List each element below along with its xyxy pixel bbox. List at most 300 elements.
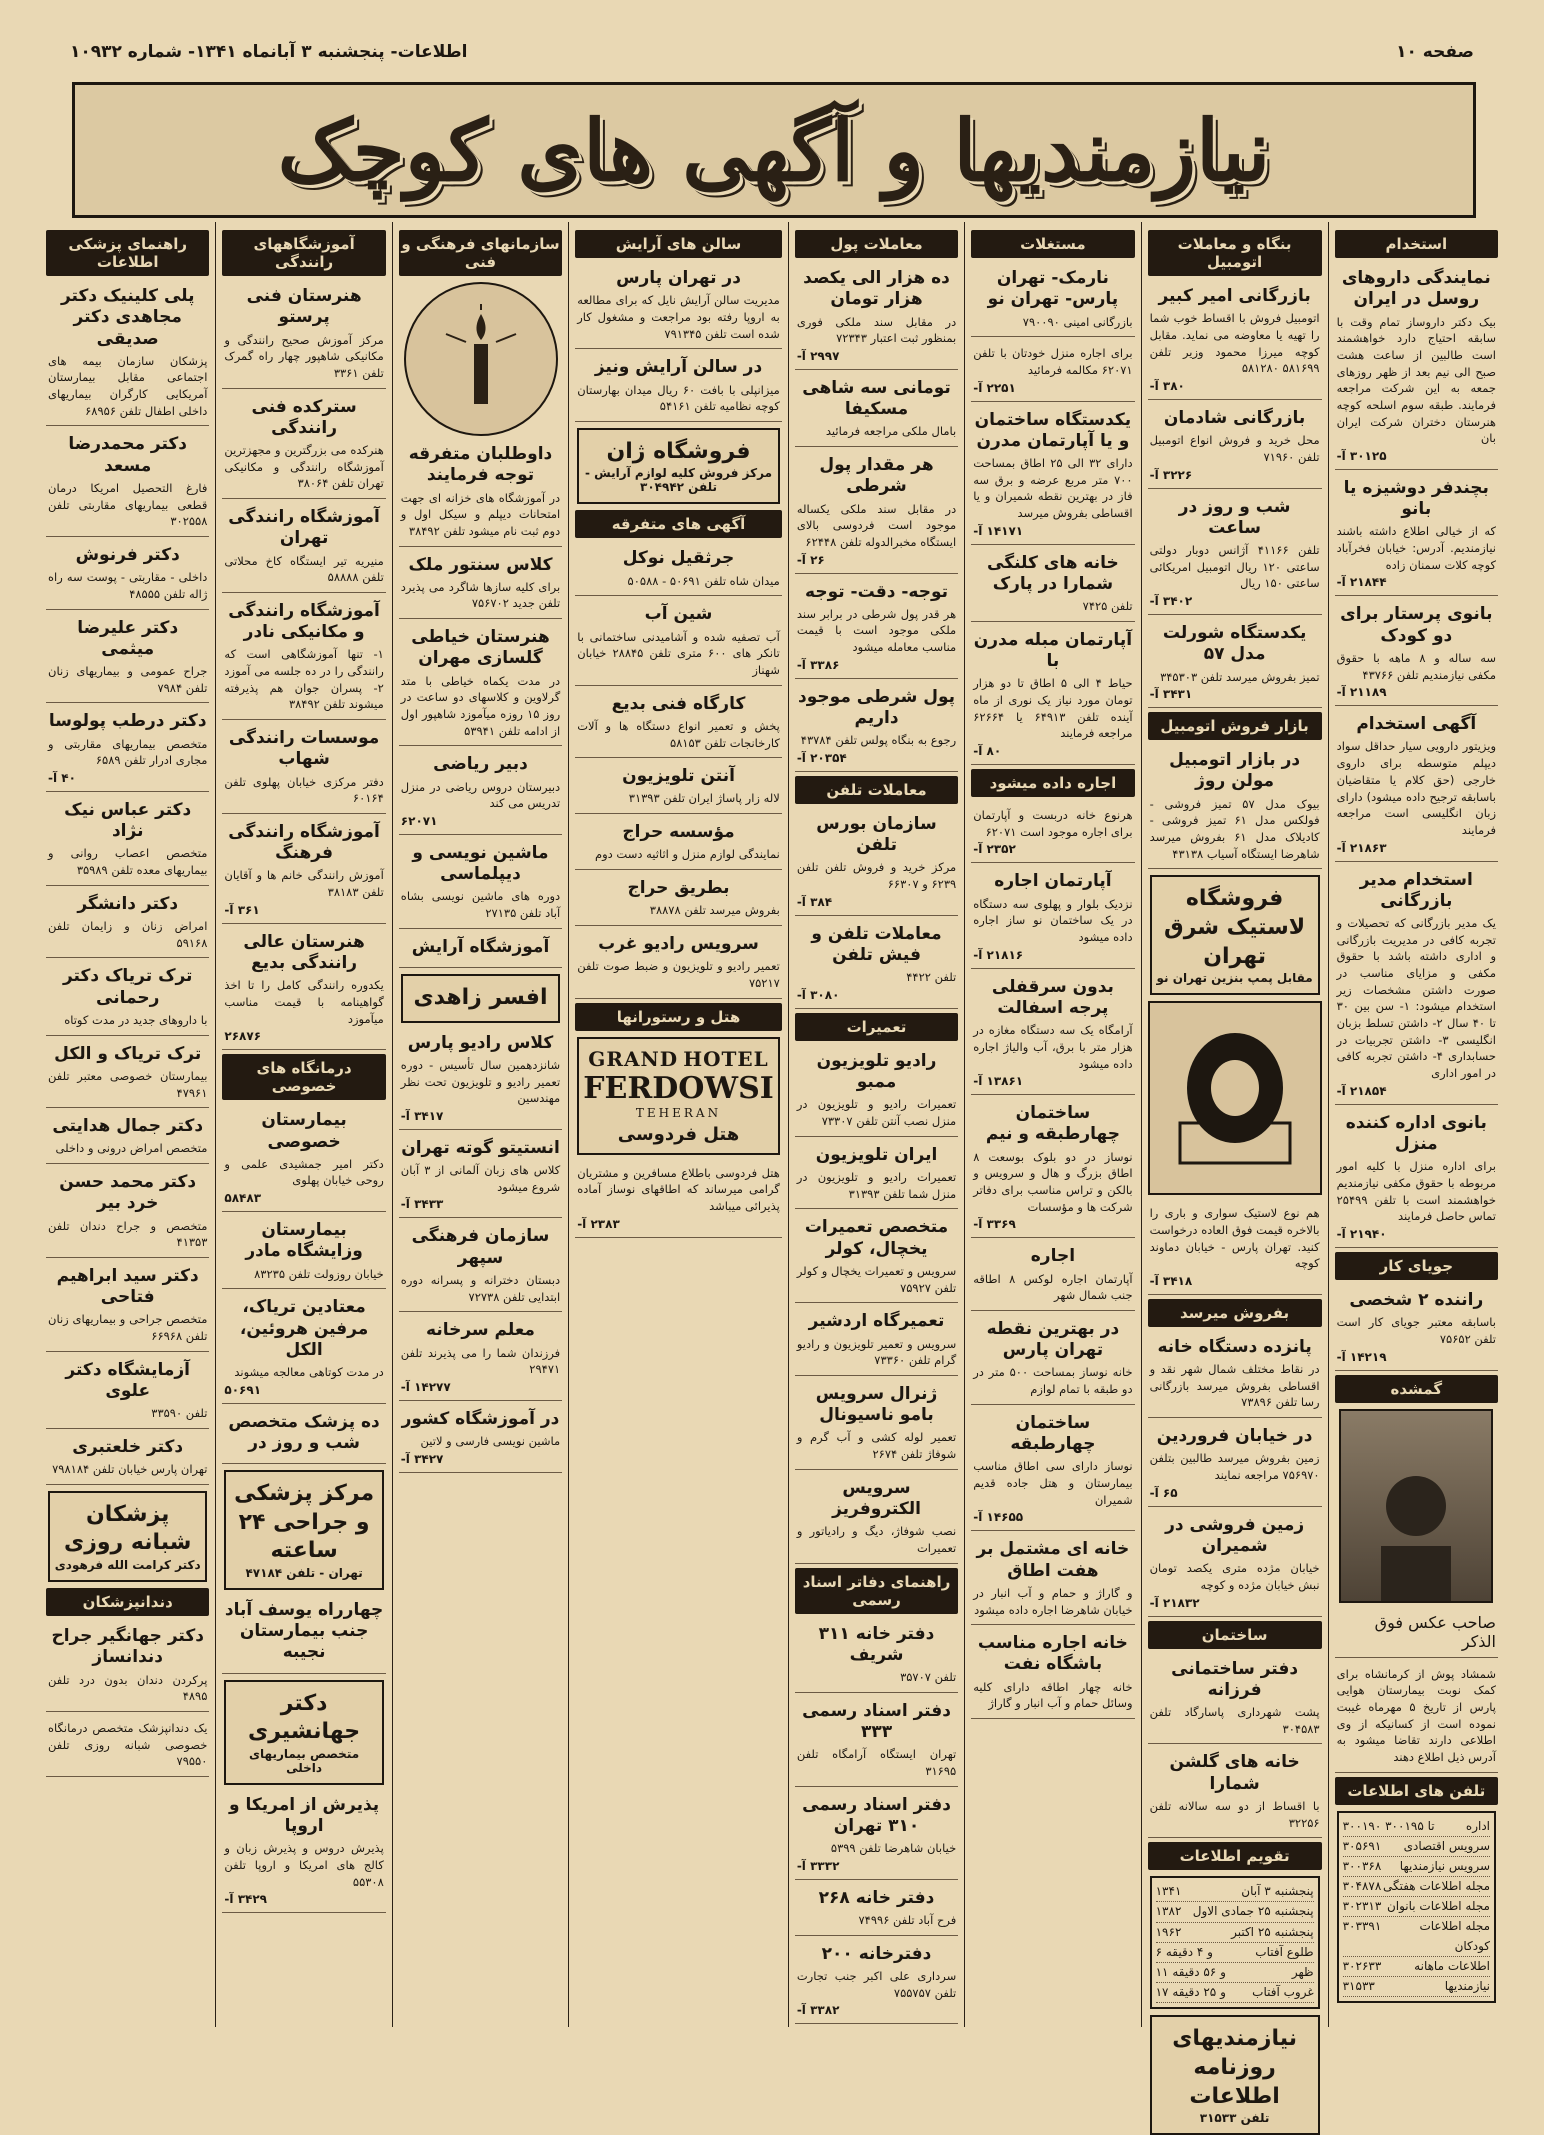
ad-body: مرکز خرید و فروش تلفن تلفن ۶۲۳۹ و ۶۶۳۰۷ xyxy=(796,860,957,892)
info-value: ۱۷ و ۲۵ دقیقه xyxy=(1155,1985,1226,2000)
info-label: ظهر xyxy=(1291,1965,1314,1980)
boxed-ad-subtitle: دکتر کرامت الله فرهودی xyxy=(54,1558,201,1573)
boxed-ad-subtitle: مرکز فروش کلیه لوازم آرایش - تلفن ۳۰۴۹۴۲ xyxy=(584,466,773,495)
info-value: ۱۳۸۲ xyxy=(1155,1904,1182,1919)
ad-code: ۳۴۲۷ آ- xyxy=(400,1451,444,1466)
ad-body: سرویس و تعمیر تلویزیون و رادیو گرام تلفن ۷۳۳۶۰ xyxy=(796,1336,957,1368)
info-value: ۳۰۰۱۹۰ تا ۳۰۰۱۹۵ xyxy=(1342,1818,1435,1833)
ad-code: ۲۰۳۵۴ آ- xyxy=(796,750,847,765)
ad-body: منیریه تیر ایستگاه کاخ محلاتی تلفن ۵۸۸۸۸ xyxy=(224,553,384,585)
classified-ad xyxy=(222,597,385,720)
ad-body: فارغ التحصیل امریکا درمان قطعی بیماریهای مقاربتی تلفن ۳۰۲۵۵۸ xyxy=(48,480,208,529)
section-heading: سازمانهای فرهنگی و فنی xyxy=(399,230,562,276)
ad-body: پزشکان سازمان بیمه های اجتماعی مقابل بیمارستان آمریکایی کارگران بیماریهای داخلی اطفال تلفن ۶۸۹۵۶ xyxy=(48,353,208,418)
newspaper-column xyxy=(1141,222,1328,2126)
ad-title: نارمک- تهران پارس- تهران نو xyxy=(987,268,1119,310)
ad-title: بچندفر دوشیزه یا بانو xyxy=(1343,477,1489,520)
classified-ad xyxy=(399,1134,562,1219)
ad-title: دکتر خلعتبری xyxy=(72,1436,184,1457)
ad-code: ۲۳۸۳ آ- xyxy=(577,1216,620,1231)
boxed-ad xyxy=(577,428,780,505)
ad-body: یک دندانپزشک متخصص درمانگاه خصوصی شبانه روزی تلفن ۷۹۵۵۰ xyxy=(48,1720,208,1769)
ad-title: شین آب xyxy=(644,604,713,625)
info-value: ۶ و ۴ دقیقه xyxy=(1155,1944,1213,1959)
ad-code: ۲۹۹۷ آ- xyxy=(796,348,840,363)
ad-code: ۳۳۸۶ آ- xyxy=(796,657,840,672)
classified-ad xyxy=(971,973,1134,1096)
ad-body: در مدت یکماه خیاطی با متد گرلاوین و کلاسهای دو ساعت در روز ۱۵ روزه میآموزد شاهپور اول از ادامه تلفن ۵۳۹۴۱ xyxy=(400,673,561,738)
classified-ad xyxy=(222,503,385,593)
ad-body: پرکردن دندان بدون درد تلفن ۴۸۹۵ xyxy=(48,1672,208,1704)
boxed-ad-subtitle: مقابل پمپ بنزین تهران نو xyxy=(1156,971,1313,986)
classified-ad xyxy=(399,1405,562,1473)
ad-body: زمین بفروش میرسد طالبین بتلفن ۷۵۶۹۷۰ مراجعه نمایند xyxy=(1149,1451,1320,1483)
classified-ad xyxy=(222,1106,385,1212)
boxed-ad-title: فروشگاه لاستیک شرق تهران xyxy=(1164,886,1306,969)
ad-body: یک مدیر بازرگانی که تحصیلات و تجربه کافی در مدیریت بازرگانی و اداری داشته باشد با حقوق مکفی و مزایای مناسب در صورت داشتن مشخصات زیر استخدام میشود: ۱- سن بین ۳۰ تا ۴۰ سال ۲- داشتن تسلط بزبان انگلیسی ۳- داشتن تجربیات در حسابداری ۴- داشتن تجربه کافی در امور اداری xyxy=(1336,916,1497,1081)
boxed-ad-title: پزشکان شبانه روزی xyxy=(64,1501,192,1556)
ad-title: موسسات رانندگی شهاب xyxy=(228,728,380,770)
ad-body: پذیرش دروس و پذیرش زبان و کالج های امریکا و اروپا تلفن ۵۵۳۰۸ xyxy=(224,1841,384,1889)
ad-body: تعمیرات رادیو و تلویزیون در منزل نصب آنتن تلفن ۷۳۳۰۷ xyxy=(796,1097,957,1129)
info-value: ۳۰۰۳۶۸ xyxy=(1342,1858,1382,1873)
ad-code: ۳۰۱۲۵ آ- xyxy=(1336,448,1387,463)
info-label: پنجشنبه ۳ آبان xyxy=(1241,1884,1314,1899)
ad-body: هرنوع خانه دربست و آپارتمان برای اجاره موجود است ۶۲۰۷۱ xyxy=(973,808,1133,839)
classified-ad xyxy=(46,1168,209,1258)
ad-code: ۲۶ آ- xyxy=(796,552,825,567)
info-value: ۱۱ و ۵۶ دقیقه xyxy=(1155,1965,1226,1980)
classified-ad xyxy=(971,406,1134,545)
classified-ad xyxy=(971,1629,1134,1719)
info-value: ۱۹۶۲ xyxy=(1155,1924,1182,1939)
section-heading: معاملات پول xyxy=(795,230,958,258)
ad-body: بیوک مدل ۵۷ تمیز فروشی - فولکس مدل ۶۱ تمیز فروشی - کادیلاک مدل ۶۱ بفروش میرسد شاهرضا ایستگاه آسیاب ۴۳۱۳۸ xyxy=(1149,796,1320,861)
ad-body: سرویس و تعمیرات یخچال و کولر تلفن ۷۵۹۲۷ xyxy=(796,1263,957,1295)
boxed-ad xyxy=(401,974,560,1023)
section-heading: راهنمای پزشکی اطلاعات xyxy=(46,230,209,276)
boxed-ad-title: مرکز پزشکی و جراحی ۲۴ ساعته xyxy=(234,1481,375,1564)
info-value: ۳۱۵۳۳ xyxy=(1342,1979,1375,1994)
ad-body: جراح عمومی و بیماریهای زنان تلفن ۷۹۸۴ xyxy=(48,664,208,695)
hotel-word: HOTEL xyxy=(683,1046,769,1071)
info-row xyxy=(1156,1902,1314,1922)
ad-title: بدون سرقفلی پرجه اسفالت xyxy=(991,976,1114,1018)
ad-title: دکتر محمدرضا مسعد xyxy=(68,434,188,476)
ad-title: شب و روز در ساعت xyxy=(1178,496,1291,538)
ad-body: تعمیر رادیو و تلویزیون و ضبط صوت تلفن ۷۵۲۱۷ xyxy=(577,959,780,990)
classified-ad xyxy=(1148,493,1322,616)
classified-ad xyxy=(795,1380,958,1470)
ad-title: بیمارستان وزایشگاه مادر xyxy=(245,1220,363,1262)
info-row xyxy=(1343,1817,1490,1837)
info-value: ۳۰۳۳۹۱ xyxy=(1342,1919,1382,1934)
classified-ad xyxy=(971,803,1134,863)
ad-code: ۳۳۳۲ آ- xyxy=(796,1858,840,1873)
newspaper-column xyxy=(964,222,1140,2027)
ad-code: ۳۴۳۱ آ- xyxy=(1149,687,1193,702)
classified-ad xyxy=(46,1112,209,1164)
classified-ad xyxy=(1148,1748,1322,1838)
classified-ad xyxy=(222,1596,385,1674)
classified-ad xyxy=(795,1213,958,1303)
classified-ad xyxy=(971,549,1134,622)
ad-title: تعمیرگاه اردشیر xyxy=(808,1311,945,1332)
ad-title: آموزشگاه رانندگی فرهنگ xyxy=(228,821,380,864)
boxed-ad-title: دکتر جهانشیری xyxy=(248,1690,361,1745)
classified-ad xyxy=(399,1222,562,1312)
ad-title: ژنرال سرویس بامو ناسیونال xyxy=(815,1383,938,1426)
classified-ad xyxy=(1148,746,1322,869)
ad-body: نصب شوفاژ، دیگ و رادیاتور و تعمیرات xyxy=(796,1524,957,1555)
classified-ad xyxy=(46,1356,209,1429)
ad-body: در نقاط مختلف شمال شهر نقد و اقساطی بفروش میرسد بازرگانی رسا تلفن ۷۳۸۹۶ xyxy=(1149,1362,1320,1410)
ad-title: بانوی پرستار برای دو کودک xyxy=(1340,604,1493,646)
classified-ad xyxy=(795,1047,958,1137)
classified-ad xyxy=(46,796,209,886)
ad-body: اتومبیل فروش با اقساط خوب شما را تهیه یا معاوضه می نماید. مقابل کوچه میرزا محمود وزیر تلفن ۵۸۱۶۹۹ ۵۸۱۲۸۰ xyxy=(1149,311,1320,376)
ad-title: آنتن تلویزیون xyxy=(622,766,735,787)
classified-ad xyxy=(971,867,1134,968)
ad-body: داخلی - مقاربتی - پوست سه راه ژاله تلفن ۴۸۵۵۵ xyxy=(48,570,208,601)
hotel-city: TEHERAN xyxy=(635,1105,722,1120)
ad-title: آموزشگاه رانندگی و مکانیکی نادر xyxy=(228,600,380,643)
ad-body: برای اجاره منزل خودتان با تلفن ۶۲۰۷۱ مکالمه فرمائید xyxy=(973,346,1133,377)
ad-title: سازمان فرهنگی سپهر xyxy=(411,1226,550,1268)
ad-body: خیابان شاهرضا تلفن ۵۳۹۹ xyxy=(830,1841,957,1856)
section-heading: اجاره داده میشود xyxy=(971,769,1134,797)
section-heading: تعمیرات xyxy=(795,1013,958,1041)
section-heading: بنگاه و معاملات اتومبیل xyxy=(1148,230,1322,276)
classified-ad xyxy=(222,724,385,814)
info-row xyxy=(1343,1917,1490,1956)
classified-ad xyxy=(971,1242,1134,1311)
classified-ad xyxy=(1335,600,1498,706)
section-heading: تقویم اطلاعات xyxy=(1148,1842,1322,1870)
ad-body: تلفن ۳۵۷۰۷ xyxy=(900,1670,957,1685)
info-table xyxy=(1150,1876,1320,2009)
ad-title: دکتر دانشگر xyxy=(77,893,179,914)
info-table xyxy=(1337,1811,1496,2004)
ad-body: نزدیک بلوار و پهلوی سه دستگاه در یک ساختمان نو ساز اجاره داده میشود xyxy=(973,896,1133,944)
ad-body: تلفن ۷۴۲۵ xyxy=(1082,599,1133,614)
ad-code: ۳۴۳۳ آ- xyxy=(400,1197,444,1212)
photo-caption: صاحب عکس فوق الذکر xyxy=(1335,1609,1498,1658)
ad-title: دفتر اسناد رسمی ۳۱۰ تهران xyxy=(802,1794,951,1836)
ad-title: دکتر فرنوش xyxy=(75,544,180,565)
classified-ad xyxy=(46,282,209,426)
ad-code: ۳۲۲۶ آ- xyxy=(1149,467,1193,482)
ad-title: معتادین تریاک، مرفین هروئین، الکل xyxy=(239,1297,369,1360)
section-heading: درمانگاه های خصوصی xyxy=(222,1054,385,1100)
ad-title: ترک تریاک دکتر رحمانی xyxy=(62,966,193,1008)
boxed-ad-title: نیازمندیهای روزنامه اطلاعات xyxy=(1172,2026,1297,2109)
ad-title: سازمان بورس تلفن xyxy=(816,813,937,856)
classified-ad xyxy=(1148,404,1322,489)
ad-title: چهارراه یوسف آباد جنب بیمارستان نجیبه xyxy=(224,1599,384,1663)
ad-body: هنرکده می بزرگترین و مجهزترین آموزشگاه رانندگی و مکانیکی تهران تلفن ۳۸۰۶۴ xyxy=(224,443,384,491)
section-heading: ساختمان xyxy=(1148,1621,1322,1649)
info-value: ۱۳۴۱ xyxy=(1155,1884,1182,1899)
info-row xyxy=(1156,1923,1314,1943)
ad-title: خانه های کلنگی شمارا در پارک xyxy=(987,552,1119,594)
ad-body: هتل فردوسی باطلاع مسافرین و مشتریان گرامی میرساند که اطاقهای نوساز آماده پذیرائی میباشد xyxy=(577,1165,780,1213)
ad-title: خانه های گلشن شمارا xyxy=(1169,1752,1300,1794)
columns-grid xyxy=(40,222,1504,2126)
classified-ad xyxy=(46,890,209,959)
ad-body: تلفن ۴۱۱۶۶ آژانس دوبار دولتی ساعتی ۱۲۰ ریال اتومبیل امریکائی ساعتی ۱۵۰ ریال xyxy=(1149,543,1320,591)
classified-ad xyxy=(222,282,385,389)
classified-ad xyxy=(1335,1109,1498,1248)
classified-ad xyxy=(795,1141,958,1210)
ad-code: ۳۴۰۲ آ- xyxy=(1149,594,1193,609)
classified-ad xyxy=(575,762,782,814)
ad-code: ۳۴۱۸ آ- xyxy=(1149,1273,1193,1288)
ad-body: بیمارستان خصوصی معتبر تلفن ۴۷۹۶۱ xyxy=(48,1068,208,1100)
ad-code: ۳۰۸۰ آ- xyxy=(796,987,840,1002)
info-row xyxy=(1343,1857,1490,1877)
classified-ad xyxy=(1148,1422,1322,1507)
masthead xyxy=(72,82,1476,218)
info-row xyxy=(1343,1957,1490,1977)
ad-title: دکتر محمد حسن خرد بیر xyxy=(59,1172,197,1214)
ad-title: یکدستگاه شورلت مدل ۵۷ xyxy=(1162,623,1307,665)
ad-title: معاملات تلفن و فیش تلفن xyxy=(811,923,942,966)
page-number: صفحه ۱۰ xyxy=(1396,42,1474,62)
ad-title: دکتر جهانگیر جراح دندانساز xyxy=(51,1626,204,1668)
ad-code: ۶۲۰۷۱ xyxy=(400,813,438,828)
ad-title: بیمارستان خصوصی xyxy=(261,1110,347,1152)
ad-body: میزانپلی با بافت ۶۰ ریال میدان بهارستان کوچه نظامیه تلفن ۵۴۱۶۱ xyxy=(577,382,780,414)
classified-ad xyxy=(399,1029,562,1130)
classified-ad xyxy=(46,430,209,537)
ad-body: شانزدهمین سال تأسیس - دوره تعمیر رادیو و تلویزیون تحت نظر مهندسین xyxy=(400,1057,561,1106)
classified-ad xyxy=(222,393,385,500)
ad-code: ۱۴۱۷۱ آ- xyxy=(973,523,1024,538)
classified-ad xyxy=(795,920,958,1009)
ad-body: دارای ۳۲ الی ۲۵ اطاق بمساحت ۷۰۰ متر مربع عرضه و برق سه فاز در بهترین نقطه شمیران و یا اقساطی بفروش میرسد xyxy=(973,456,1133,521)
ad-title: پول شرطی موجود داریم xyxy=(798,686,955,729)
ad-body: و گاراژ و حمام و آب انبار در خیابان شاهرضا اجاره داده میشود xyxy=(973,1585,1133,1617)
ad-title: متخصص تعمیرات یخچال، کولر xyxy=(804,1217,949,1259)
classified-ad xyxy=(1148,619,1322,708)
newspaper-column xyxy=(215,222,391,2027)
classified-ad xyxy=(222,1216,385,1289)
ad-code: ۲۶۸۷۶ xyxy=(224,1029,262,1044)
classified-ad xyxy=(971,1099,1134,1238)
ad-body: متخصص امراض درونی و داخلی xyxy=(55,1141,208,1156)
ad-title: جرثقیل نوکل xyxy=(622,548,735,569)
ad-title: اجاره xyxy=(1030,1246,1076,1267)
classified-ad xyxy=(1335,1662,1498,1773)
info-label: اداره xyxy=(1465,1818,1490,1833)
ad-title: خانه اجاره مناسب باشگاه نفت xyxy=(977,1633,1128,1675)
ad-body: محل خرید و فروش انواع اتومبیل تلفن ۷۱۹۶۰ xyxy=(1149,433,1320,464)
info-value: ۳۰۲۶۳۳ xyxy=(1342,1958,1382,1973)
ad-title: تومانی سه شاهی مسکیفا xyxy=(802,377,951,420)
info-row xyxy=(1343,1897,1490,1917)
section-heading: جویای کار xyxy=(1335,1252,1498,1280)
newspaper-column xyxy=(568,222,788,2027)
ad-title: ساختمان چهارطبقه xyxy=(1010,1412,1096,1455)
ad-title: در سالن آرایش ونیز xyxy=(594,357,763,378)
ad-title: ماشین نویسی و دیپلماسی xyxy=(412,842,549,885)
info-label: غروب آفتاب xyxy=(1252,1985,1314,2000)
boxed-ad-subtitle: تهران - تلفن ۴۷۱۸۴ xyxy=(245,1565,363,1580)
classified-ad xyxy=(971,1315,1134,1405)
info-label: طلوع آفتاب xyxy=(1255,1944,1314,1959)
classified-ad xyxy=(575,690,782,759)
ad-title: مؤسسه حراج xyxy=(622,822,735,843)
ad-code: ۲۳۵۲ آ- xyxy=(973,842,1016,857)
ad-body: متخصص و جراح دندان تلفن ۴۱۳۵۳ xyxy=(48,1218,208,1250)
ad-body: خیابان مژده متری یکصد تومان نبش خیابان مژده و کوچه xyxy=(1149,1561,1320,1592)
classified-ad xyxy=(971,264,1134,337)
classified-ad xyxy=(971,1535,1134,1625)
classified-ad xyxy=(795,1884,958,1936)
ad-title: دفتر خانه ۳۱۱ شریف xyxy=(818,1623,935,1665)
ad-title: دفترخانه ۲۰۰ xyxy=(821,1943,932,1964)
ad-title: دکتر جمال هدایتی xyxy=(52,1116,204,1137)
ad-body: پشت شهرداری پاسارگاد تلفن ۳۰۴۵۸۳ xyxy=(1149,1705,1320,1736)
classified-ad xyxy=(1148,1511,1322,1617)
classified-ad xyxy=(222,928,385,1051)
classified-ad xyxy=(46,962,209,1035)
ad-title: دکتر درطب پولوسا xyxy=(48,711,207,732)
ad-body: تهران ایستگاه آرامگاه تلفن ۳۱۶۹۵ xyxy=(796,1747,957,1778)
ad-body: آموزش رانندگی خانم ها و آقایان تلفن ۳۸۱۸۳ xyxy=(224,868,384,900)
boxed-ad xyxy=(48,1491,207,1582)
ad-body: نمایندگی لوازم منزل و اثاثیه دست دوم xyxy=(594,847,780,862)
classified-ad xyxy=(795,1620,958,1693)
ad-code: ۱۴۲۱۹ آ- xyxy=(1336,1349,1387,1364)
classified-ad xyxy=(575,818,782,870)
classified-ad xyxy=(795,374,958,447)
section-heading: سالن های آرایش xyxy=(575,230,782,258)
boxed-ad xyxy=(1150,2015,1320,2135)
ad-title: یکدستگاه ساختمان و یا آپارتمان مدرن xyxy=(974,409,1132,451)
ad-body: مدیریت سالن آرایش نایل که برای مطالعه به اروپا رفته بود مراجعت و مشغول کار شده است تلفن ۷۹۱۳۴۵ xyxy=(577,293,780,341)
info-row xyxy=(1156,1882,1314,1902)
missing-person-photo xyxy=(1339,1409,1493,1603)
classified-ad xyxy=(971,1409,1134,1532)
ad-body: مرکز آموزش صحیح رانندگی و مکانیکی شاهپور چهار راه گمرک تلفن ۳۳۶۱ xyxy=(224,332,384,380)
ad-title: هنرستان فنی پرستو xyxy=(246,286,362,328)
ad-body: نوساز در دو بلوک بوسعت ۸ اطاق بزرگ و هال و سرویس و بالکن و تراس مناسب برای دفاتر شرکت ها و مؤسسات xyxy=(973,1149,1133,1214)
ad-body: فرح آباد تلفن ۷۴۹۹۶ xyxy=(858,1912,957,1927)
ad-title: ده هزار الی یکصد هزار تومان xyxy=(803,268,950,310)
ad-title: پلی کلینیک دکتر مجاهدی دکتر صدیقی xyxy=(60,286,195,349)
ad-body: در مقابل سند ملکی فوری بمنظور ثبت اعتبار ۷۲۳۴۳ xyxy=(796,314,957,346)
classified-ad xyxy=(1148,1655,1322,1745)
ad-body: لاله زار پاساژ ایران تلفن ۳۱۳۹۳ xyxy=(628,791,780,806)
ad-body: رجوع به بنگاه پولس تلفن ۴۳۷۸۴ xyxy=(800,733,957,748)
classified-ad xyxy=(575,264,782,349)
ad-body: باسابقه معتبر جویای کار است تلفن ۷۵۶۵۲ xyxy=(1336,1315,1496,1346)
ad-title: دکتر عباس نیک نژاد xyxy=(64,799,192,842)
section-heading: آگهی های متفرقه xyxy=(575,510,782,538)
classified-ad xyxy=(222,818,385,924)
ad-code: ۳۸۰ آ- xyxy=(1149,378,1185,393)
ad-code: ۲۱۱۸۹ آ- xyxy=(1336,685,1387,700)
ad-body: برای کلیه سازها شاگرد می پذیرد تلفن جدید ۷۵۶۷۰۲ xyxy=(400,579,561,611)
info-label: پنجشنبه ۲۵ اکتبر xyxy=(1231,1924,1314,1939)
ad-code: ۳۳۸۲ آ- xyxy=(796,2003,840,2018)
boxed-ad-subtitle: تلفن ۳۱۵۳۳ xyxy=(1199,2111,1270,2126)
ad-title: کارگاه فنی بدیع xyxy=(611,693,746,714)
classified-ad xyxy=(222,1408,385,1465)
section-heading: مستغلات xyxy=(971,230,1134,258)
ad-body: دبستان دخترانه و پسرانه دوره ابتدایی تلفن ۷۲۷۳۸ xyxy=(400,1272,561,1304)
ad-code: ۲۲۵۱ آ- xyxy=(973,380,1016,395)
ad-body: دوره های ماشین نویسی بشاه آباد تلفن ۲۷۱۳۵ xyxy=(400,889,561,921)
section-heading: آموزشگاههای رانندگی xyxy=(222,230,385,276)
ad-body: بیک دکتر داروساز تمام وقت با سابقه احتیاج دارد خواهشمند است طالبین از ساعت هشت صبح الی نیم بعد از ظهر روزهای جمعه به این شرکت مراجعه فرمایند. طبقه سوم اسلحه کوچه هنرستان دختران شرکت ایران بان xyxy=(1336,314,1496,446)
ad-title: دبیر ریاضی xyxy=(433,754,528,775)
hotel-name: FERDOWSI xyxy=(583,1070,774,1106)
ad-title: پذیرش از امریکا و اروپا xyxy=(229,1794,380,1837)
ad-body: با اقساط از دو سه سالانه تلفن ۳۲۲۵۶ xyxy=(1149,1798,1320,1830)
ad-title: آموزشگاه آرایش xyxy=(411,936,550,957)
info-row xyxy=(1343,1877,1490,1897)
section-heading: معاملات تلفن xyxy=(795,776,958,804)
classified-ad xyxy=(795,1940,958,2025)
ad-body: نوساز دارای سی اطاق مناسب بیمارستان و هتل جاده قدیم شمیران xyxy=(973,1459,1133,1507)
ad-body: بفروش میرسد تلفن ۳۸۸۷۸ xyxy=(649,903,780,918)
ad-code: ۶۵ آ- xyxy=(1149,1485,1178,1500)
info-label: مجله اطلاعات کودکان xyxy=(1419,1919,1490,1953)
ad-code: ۲۱۹۴۰ آ- xyxy=(1336,1226,1387,1241)
ad-body: سه ساله و ۸ ماهه با حقوق مکفی نیازمندیم تلفن ۴۳۷۶۶ xyxy=(1336,650,1496,682)
boxed-ad-title: افسر زاهدی xyxy=(413,984,548,1010)
ad-title: آموزشگاه رانندگی تهران xyxy=(228,507,380,549)
classified-ad xyxy=(46,1262,209,1352)
ad-body: سرداری علی اکبر جنب تجارت تلفن ۷۵۵۷۵۷ xyxy=(796,1968,957,2000)
classified-ad xyxy=(795,264,958,370)
ad-code: ۴۰ آ- xyxy=(48,770,76,785)
ad-body: شمشاد پوش از کرمانشاه برای کمک نوبت بیمارستان هوایی پارس از تاریخ ۵ مهرماه غیبت نموده است از کسانیکه از وی اطلاعی دارند تقاضا میشود به آدرس ذیل اطلاع دهند xyxy=(1336,1666,1496,1764)
section-heading: راهنمای دفاتر اسناد رسمی xyxy=(795,1568,958,1614)
ad-title: در آموزشگاه کشور xyxy=(401,1408,560,1429)
ad-body: آپارتمان اجاره لوکس ۸ اطاقه جنب شمال شهر xyxy=(973,1271,1133,1303)
ad-body: در مدت کوتاهی معالجه میشوند xyxy=(234,1365,384,1380)
ad-body: بامال ملکی مراجعه فرمائید xyxy=(825,424,957,439)
ad-title: سرویس الکتروفریز xyxy=(832,1477,921,1519)
ad-title: سترکده فنی رانندگی xyxy=(251,396,357,438)
ad-body: تعمیرات رادیو و تلویزیون در منزل شما تلفن ۳۱۳۹۳ xyxy=(796,1170,957,1201)
info-label: مجله اطلاعات بانوان xyxy=(1386,1899,1490,1914)
ad-title: پانزده دستگاه خانه xyxy=(1157,1336,1312,1357)
ad-title: رادیو تلویزیون ممبو xyxy=(816,1050,937,1093)
info-value: ۳۰۵۶۹۱ xyxy=(1342,1838,1382,1853)
tire-illustration xyxy=(1148,1001,1322,1195)
ad-title: بانوی اداره کننده منزل xyxy=(1345,1112,1487,1154)
ad-code: ۱۳۸۶۱ آ- xyxy=(973,1074,1024,1089)
classified-ad xyxy=(575,874,782,926)
ad-title: آزمایشگاه دکتر علوی xyxy=(65,1359,190,1402)
ad-title: کلاس رادیو پارس xyxy=(407,1032,554,1053)
ad-title: خانه ای مشتمل بر هفت اطاق xyxy=(976,1539,1130,1581)
ad-body: دکتر امیر جمشیدی علمی و روحی خیابان پهلوی xyxy=(224,1156,384,1188)
info-row xyxy=(1156,1963,1314,1983)
classified-ad xyxy=(399,839,562,929)
issue-line: اطلاعات- پنجشنبه ۳ آبانماه ۱۳۴۱- شماره ۱۰۹۳۲ xyxy=(70,42,468,62)
ad-code: ۲۱۸۴۴ آ- xyxy=(1336,575,1387,590)
classified-ad xyxy=(795,1697,958,1787)
ad-title: معلم سرخانه xyxy=(426,1320,535,1341)
info-row xyxy=(1343,1837,1490,1857)
classified-ad xyxy=(795,1791,958,1880)
